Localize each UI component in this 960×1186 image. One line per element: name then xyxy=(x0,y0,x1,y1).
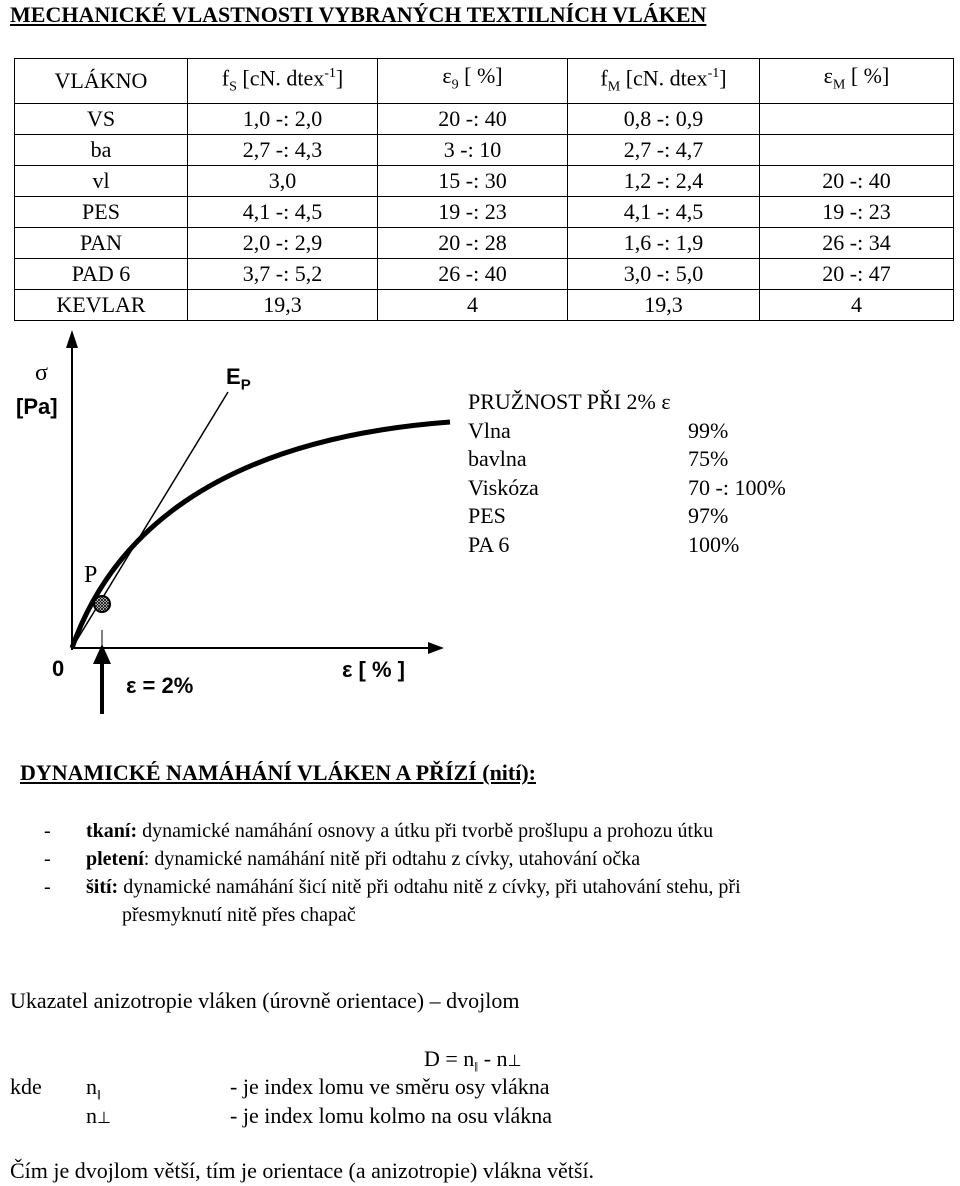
cell-e9: 20 -: 28 xyxy=(378,227,568,258)
cell-fiber: KEVLAR xyxy=(15,289,188,320)
pa-unit-label: [Pa] xyxy=(16,394,58,419)
cell-fm: 1,2 -: 2,4 xyxy=(568,165,760,196)
table-row xyxy=(15,134,954,165)
list-item-continuation: přesmyknutí nitě přes chapač xyxy=(122,904,356,926)
cell-fm: 19,3 xyxy=(568,289,760,320)
cell-em xyxy=(760,103,954,134)
elasticity-value: 97% xyxy=(688,503,729,528)
cell-e9: 20 -: 40 xyxy=(378,103,568,134)
cell-e9: 15 -: 30 xyxy=(378,165,568,196)
elasticity-value: 100% xyxy=(688,532,740,557)
elasticity-name: bavlna xyxy=(468,446,527,471)
cell-fm: 0,8 -: 0,9 xyxy=(568,103,760,134)
elasticity-name: PA 6 xyxy=(468,532,510,557)
n-perpendicular-symbol: n⊥ xyxy=(86,1103,111,1128)
table-row xyxy=(15,165,954,196)
table-row xyxy=(15,103,954,134)
cell-em: 19 -: 23 xyxy=(760,196,954,227)
cell-fiber: PAD 6 xyxy=(15,258,188,289)
cell-fm: 4,1 -: 4,5 xyxy=(568,196,760,227)
cell-em xyxy=(760,134,954,165)
table-row xyxy=(15,227,954,258)
point-p xyxy=(94,596,110,612)
cell-e9: 19 -: 23 xyxy=(378,196,568,227)
page-title: MECHANICKÉ VLASTNOSTI VYBRANÝCH TEXTILNÍCH VLÁKEN xyxy=(10,2,707,27)
list-item-dash: - xyxy=(44,876,51,898)
cell-fs: 2,7 -: 4,3 xyxy=(188,134,378,165)
fiber-properties-table xyxy=(14,58,954,321)
cell-fs: 4,1 -: 4,5 xyxy=(188,196,378,227)
y-axis-arrowhead xyxy=(66,330,78,348)
eps-axis-label: ε [ % ] xyxy=(342,657,405,682)
cell-fs: 2,0 -: 2,9 xyxy=(188,227,378,258)
header-fm: $f_M$ [cN. dtex$^{-1}$] xyxy=(568,59,760,104)
table-header-row xyxy=(15,59,954,104)
ep-label: $E_P$ xyxy=(226,364,251,394)
cell-fs: 1,0 -: 2,0 xyxy=(188,103,378,134)
cell-e9: 4 xyxy=(378,289,568,320)
cell-fiber: PAN xyxy=(15,227,188,258)
cell-fiber: PES xyxy=(15,196,188,227)
cell-em: 4 xyxy=(760,289,954,320)
list-item: šití: dynamické namáhání šicí nitě při odtahu nitě z cívky, při utahování stehu, při xyxy=(86,876,741,898)
list-item-dash: - xyxy=(44,820,51,842)
elasticity-name: Vlna xyxy=(468,418,511,443)
birefringence-formula: $D = n_‖$ - n⊥ xyxy=(424,1046,522,1076)
cell-fm: 2,7 -: 4,7 xyxy=(568,134,760,165)
elasticity-name: PES xyxy=(468,503,506,528)
cell-fs: 3,0 xyxy=(188,165,378,196)
eps-2-label: ε = 2% xyxy=(126,673,194,698)
cell-fs: 3,7 -: 5,2 xyxy=(188,258,378,289)
list-item: pletení: dynamické namáhání nitě při odtahu z cívky, utahování očka xyxy=(86,848,641,870)
table-row xyxy=(15,258,954,289)
elasticity-value: 70 -: 100% xyxy=(688,475,786,500)
elasticity-name: Viskóza xyxy=(468,475,539,500)
n-perpendicular-description: - je index lomu kolmo na osu vlákna xyxy=(230,1103,552,1128)
dynamic-heading: DYNAMICKÉ NAMÁHÁNÍ VLÁKEN A PŘÍZÍ (nití): xyxy=(20,760,537,785)
elasticity-heading: PRUŽNOST PŘI 2% ε xyxy=(468,389,671,414)
sigma-label: σ xyxy=(35,360,48,386)
cell-e9: 26 -: 40 xyxy=(378,258,568,289)
list-item-dash: - xyxy=(44,848,51,870)
cell-fm: 3,0 -: 5,0 xyxy=(568,258,760,289)
anisotropy-conclusion: Čím je dvojlom větší, tím je orientace (a anizotropie) vlákna větší. xyxy=(10,1158,595,1183)
elasticity-value: 75% xyxy=(688,446,729,471)
cell-fiber: ba xyxy=(15,134,188,165)
x-axis-arrowhead xyxy=(428,642,444,654)
cell-fiber: VS xyxy=(15,103,188,134)
cell-fs: 19,3 xyxy=(188,289,378,320)
kde-label: kde xyxy=(10,1074,42,1099)
elasticity-value: 99% xyxy=(688,418,729,443)
cell-em: 20 -: 40 xyxy=(760,165,954,196)
header-em: $\varepsilon_M$ [ %] xyxy=(760,59,954,104)
cell-e9: 3 -: 10 xyxy=(378,134,568,165)
header-e9: $\varepsilon_9$ [ %] xyxy=(378,59,568,104)
table-row xyxy=(15,289,954,320)
cell-em: 20 -: 47 xyxy=(760,258,954,289)
p-label: P xyxy=(84,562,98,588)
header-fiber: VLÁKNO xyxy=(15,59,188,104)
cell-fiber: vl xyxy=(15,165,188,196)
stress-strain-curve xyxy=(72,422,450,648)
n-parallel-description: - je index lomu ve směru osy vlákna xyxy=(230,1074,550,1099)
cell-em: 26 -: 34 xyxy=(760,227,954,258)
cell-fm: 1,6 -: 1,9 xyxy=(568,227,760,258)
header-fs: $f_S$ [cN. dtex$^{-1}$] xyxy=(188,59,378,104)
table-row xyxy=(15,196,954,227)
list-item: tkaní: dynamické namáhání osnovy a útku při tvorbě prošlupu a prohozu útku xyxy=(86,820,714,842)
anisotropy-intro: Ukazatel anizotropie vláken (úrovně orientace) – dvojlom xyxy=(10,988,520,1013)
origin-label: 0 xyxy=(52,656,65,681)
n-parallel-symbol: $n_‖$ xyxy=(86,1074,101,1104)
